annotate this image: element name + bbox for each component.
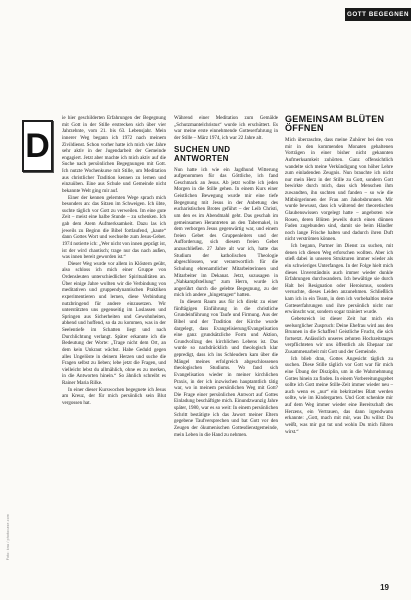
paragraph: In diesem Raum aus für ich direkt zu einer fünftägigen Einführung in die christliche Grundeinführung von Taufe und Firmung. Aus der Bibel und der Tradition der Kirche wurde dargelegt, dass Evangelisierung/Evangelisation eine ganz grundsätzliche Form und Aktion, Grundvollzug des kirchlichen Lebens ist. Das wurde so nachdrücklich und theologisch klar gepredigt, dass ich ins Schleudern kam über die Mängel meines erfolgreich abgeschlossenen theologischen Studiums. Wo fand sich Evangelisation wieder in meiner kirchlichen Praxis, in der ich inzwischen hauptamtlich tätig war, wo in meinem persönlichen Weg mit Gott? Die Frage einer persönlichen Antwort auf Gottes Einladung beschäftigte mich. Einundzwanzig Jahre später, 1980, war es so weit: In einem persönlichen Schritt bestätigte ich das Jawort meiner Eltern gegebene Taufversprechen und bat Gott vor den Zeugen der ökumenischen Gottesdienstgemeinde, mein Leben in die Hand zu nehmen. [174, 299, 278, 438]
section-heading: SUCHEN UND ANTWORTEN [174, 144, 231, 163]
drop-cap: D [22, 120, 53, 172]
column-1 [62, 115, 166, 407]
section-heading: GEMEINSAM BLÜTEN ÖFFNEN [285, 114, 385, 133]
paragraph: Mich überraschte, dass meine Zuhörer bei den von mir in den kommenden Monaten gehaltenen Vorträgen in einer bisher nicht gekannten Aufmerksamkeit zuhörten. Ganz offensichtlich wandelte sich meine Verkündigung von höher Lehre zum einladenden Zeugnis. Nun brauchte ich nicht nur mein Herz in der Stille zu Gott, sondern Gott bewirkte durch mich, dass sich Menschen ihm zuwandten, ihn suchten und fanden – so wie die Mitbürgerinnen der Frau am Jakobsbrunnen. Mir wurde bewusst, dass ich während der theoretischen Glaubenswissen vorgelegt hatte – angeboten wie Rosen, deren Blüten jeweils durch einen dünnen Faden zugebunden sind, damit sie beim Händler noch lange Frische halten und dadurch ihren Duft nicht verströmen können. [285, 137, 393, 243]
paragraph: Nun hatte ich wie ein Jagdhund Witterung aufgenommen für das Göttliche, ich fand Geschmack an Jesus. Ab jetzt wollte ich jeden Morgen in die Stille gehen. In einem Kurs einer Geistlichen Bewegung wurde mir eine tiefe Begegnung mit Jesus in der Anbetung des eucharistischen Brotes geführt – der Leib Christi, um den es im Abendmahl geht. Das geschah im gemeinsamen Herantreten an den Tabernakel, in dem verborgen Jesus gegenwärtig war, und einem freien Gebet des Gruppenleiters und der Aufforderung, sich diesem freien Gebet anzuschließen. 27 Jahre alt war ich, hatte das Studium der katholischen Theologie abgeschlossen, war verantwortlich für die Schulung ehrenamtlicher Mitarbeiterinnen und Mitarbeiter im Dekanat. Jetzt, sozusagen in „Nahkampfstellung“ zum Herrn, wurde ich angerührt durch die gelebte Begegnung, zu der mich ich andere „hingetragen“ hatten. [174, 166, 278, 299]
column-3 [285, 115, 393, 435]
paragraph: In einer dieser Kurswochen begegnete ich Jesus am Kreuz, der für mich persönlich sein Blut vergossen hat. [62, 386, 166, 406]
paragraph: Während einer Meditation zum Gemälde „Schutzmantelchristus“ wurde ich erschüttert. Es war meine erste einnehmende Gotteserfahrung in der Stille – März 1974, ich war 22 Jahre alt. [174, 115, 278, 141]
paragraph: Ich blieb dran, Gottes Angesicht täglich zu suchen. Diese Stille täglich vor Gott war für mich eine Übung der Disziplin, um in die Wahrnehmung Gottes hinein zu finden. In einem Vorbereitungsgebet sollte ich Gott meine Stille-Zeit immer wieder neu – auch wenn es „nur“ ein bekritzeltes Blatt werden sollte, wie im Kindergarten. Und Gott schenkte mir auf dem Weg immer wieder eine Bereitschaft des Herzens, ein Vertrauen, das dann irgendwann erkannte: „Gott, mach mit mir, was Du willst: Du weißt, was mir gut tut und wohin Du mich führen wirst.“ [285, 355, 393, 435]
paragraph: Dieser Weg wurde vor allem in Klöstern geübt, also schloss ich mich einer Gruppe von Ordensleuten unterschiedlicher Spiritualitäten an. Über einige Jahre wollten wir die Verbindung von meditativen und gruppendynamischen Praktiken experimentieren und lernen, diese Verbindung nutzbringend für andere einzusetzen. Wir unterstützten uns gegenseitig im Loslassen und Springen aus Sicherheiten und Gewohnheiten, abhend und hoffend, so da zu kommen, was in der Seelentiefe im Schatten liegt und nach Durchlichtung verlangt. Später erkannte ich die Bedeutung der Worte: „Trage nicht dem Ort, an dem kein Unkraut wächst. Habe Geduld gegen alles Ungelöste in deinem Herzen und suche die Fragen selbst zu lieben; lebe jetzt die Fragen, und vielleicht lebst du allmählich, ohne es zu merken, in die Antworten hinein.“ So ähnlich schreibt es Rainer Maria Rilke. [62, 260, 166, 386]
page-number: 19 [380, 583, 389, 592]
photo-credit: Foto: kna / photocase.com [6, 513, 10, 560]
paragraph: Ich begann, Partner im Dienst zu suchen, mit denen ich diesen Weg erforschen wollten. Aber ich stieß dabei in unseren Strukturen immer wieder als ein schwieriges Unterfangen. In der Folge hielt mich dieses Unverständnis auch immer wieder dunkle Erfahrungen durchwandern. Ich bewältige sie durch Halt bei Resignation oder Heroismus, sondern versuchte, dieses Leiden anzunehmen. Schließlich kam ich in ein Team, in dem ich vorbehaltlos meine Gotteserfahrungen und ihre persönlich nicht nur erwünscht war, sondern sogar trainiert wurde. [285, 243, 393, 316]
paragraph: ie hier geschilderten Erfahrungen der Begegnung mit Gott in der Stille erstrecken sich über vier Jahrzehnte, vom 21. bis 63. Lebensjahr. Mein innerer Weg begann ich 1972 nach meinem Zivildienst. Schon vorher hatte ich mich vier Jahre sehr aktiv in der Jugendarbeit der Gemeinde engagiert. Jetzt aber machte ich mich aktiv auf die Suche nach persönlichen Begegnungen mit Gott. Ich nutzte Wochenkurse mit Stille, um Meditation aus christlicher Tradition kennen zu lernen und einzuüben. Eine aus Schule und Gemeinde nicht bekannte Welt ging mir auf. [62, 115, 166, 194]
column-2 [174, 115, 278, 438]
section-tag: GOTT BEGEGNEN [345, 8, 411, 21]
paragraph: Einer der kennen gelernten Wege sprach mich besonders an: das Sitzen im Schweigen. Ich übte, suchte täglich vor Gott zu verweilen. Im eine gute Zeit – meist eine halbe Stunde – zu schenken. Ich gab dem Atem Aufmerksamkeit. Dazu las ich jeweils zu Beginn die Bibel fortlaufend, „kaute“ dann Gottes Wort und wechselte zum Jesus-Gebet. 1974 notierte ich: „Wer nicht von innen geprägt ist, ist der wird chaotisch; trage nur das nach außen, was innen bereit geworden ist.“ [62, 194, 166, 261]
paragraph: Gebetsreich ist dieser Zeit hat mich ein seelsorglicher Zuspruch: Deine Ehefrau wird aus den Brunnen in die Schaffen! Geistliche Frucht, die sich fortsetzt. Anlässlich unseres zehnten Hochzeitstages verpflichteten wir uns öffentlich als Ehepaar zur Zusammenarbeit mit Gott und der Gemeinde. [285, 315, 393, 355]
